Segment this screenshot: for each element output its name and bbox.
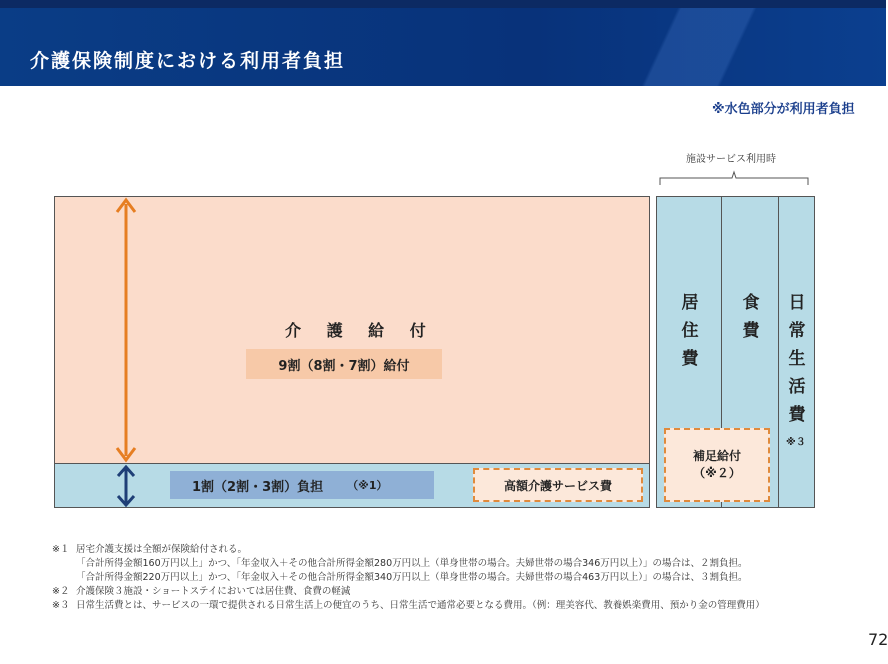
footnote-1-mark: ※１ [52, 544, 70, 555]
footnote-1-line-2: 「合計所得金額160万円以上」かつ、「年金収入＋その他合計所得金額280万円以上（単身世帯の場合。夫婦世帯の場合346万円以上）」の場合は、２割負担。 [76, 558, 748, 569]
user-cost-note: ※水色部分が利用者負担 [712, 102, 855, 117]
supplementary-benefit-box [664, 428, 770, 502]
footnote-3 [52, 599, 872, 613]
burden-ratio-note: （※1） [347, 479, 388, 492]
benefit-ratio-box: 9割（8割・7割）給付 [246, 349, 442, 379]
footnote-1-text: 居宅介護支援は全額が保険給付される。 [76, 544, 248, 555]
footnote-2-mark: ※２ [52, 586, 70, 597]
footnote-3-text: 日常生活費とは、サービスの一環で提供される日常生活上の便宜のうち、日常生活で通常必要となる費用。（例：理美容代、教養娯楽費用、預かり金の管理費用） [76, 600, 765, 611]
meal-cost-label: 食費 [742, 293, 760, 341]
header-decoration [546, 8, 886, 86]
header-bar [0, 0, 886, 86]
burden-ratio-box [170, 471, 434, 499]
daily-living-cost-note: ※３ [786, 437, 806, 448]
supplementary-benefit-label: 補足給付 [692, 449, 741, 463]
page-title: 介護保険制度における利用者負担 [30, 50, 346, 72]
high-cost-service-box: 高額介護サービス費 [473, 468, 643, 502]
page-number: 72 [868, 630, 888, 649]
care-benefit-label: 介 護 給 付 [285, 321, 436, 340]
supplementary-benefit-note: （※２） [693, 466, 741, 480]
facility-service-label: 施設サービス利用時 [686, 154, 776, 165]
facility-brace [659, 172, 809, 186]
footnote-3-mark: ※３ [52, 600, 70, 611]
footnote-2 [52, 585, 872, 599]
daily-living-cost-column [778, 196, 815, 508]
footnote-2-text: 介護保険３施設・ショートステイにおいては居住費、食費の軽減 [76, 586, 351, 597]
footnote-1 [52, 543, 872, 557]
burden-ratio-label: 1割（2割・3割）負担 [192, 479, 324, 495]
footnotes [52, 543, 872, 613]
daily-living-cost-label: 日常生活費 [788, 293, 806, 425]
footnote-1-line-3: 「合計所得金額220万円以上」かつ、「年金収入＋その他合計所得金額340万円以上（単身世帯の場合。夫婦世帯の場合463万円以上）」の場合は、３割負担。 [76, 572, 748, 583]
benefit-range-arrow-icon [112, 196, 140, 464]
housing-cost-label: 居住費 [681, 293, 699, 369]
burden-range-arrow-icon [112, 464, 140, 508]
header-top-stripe [0, 0, 886, 8]
